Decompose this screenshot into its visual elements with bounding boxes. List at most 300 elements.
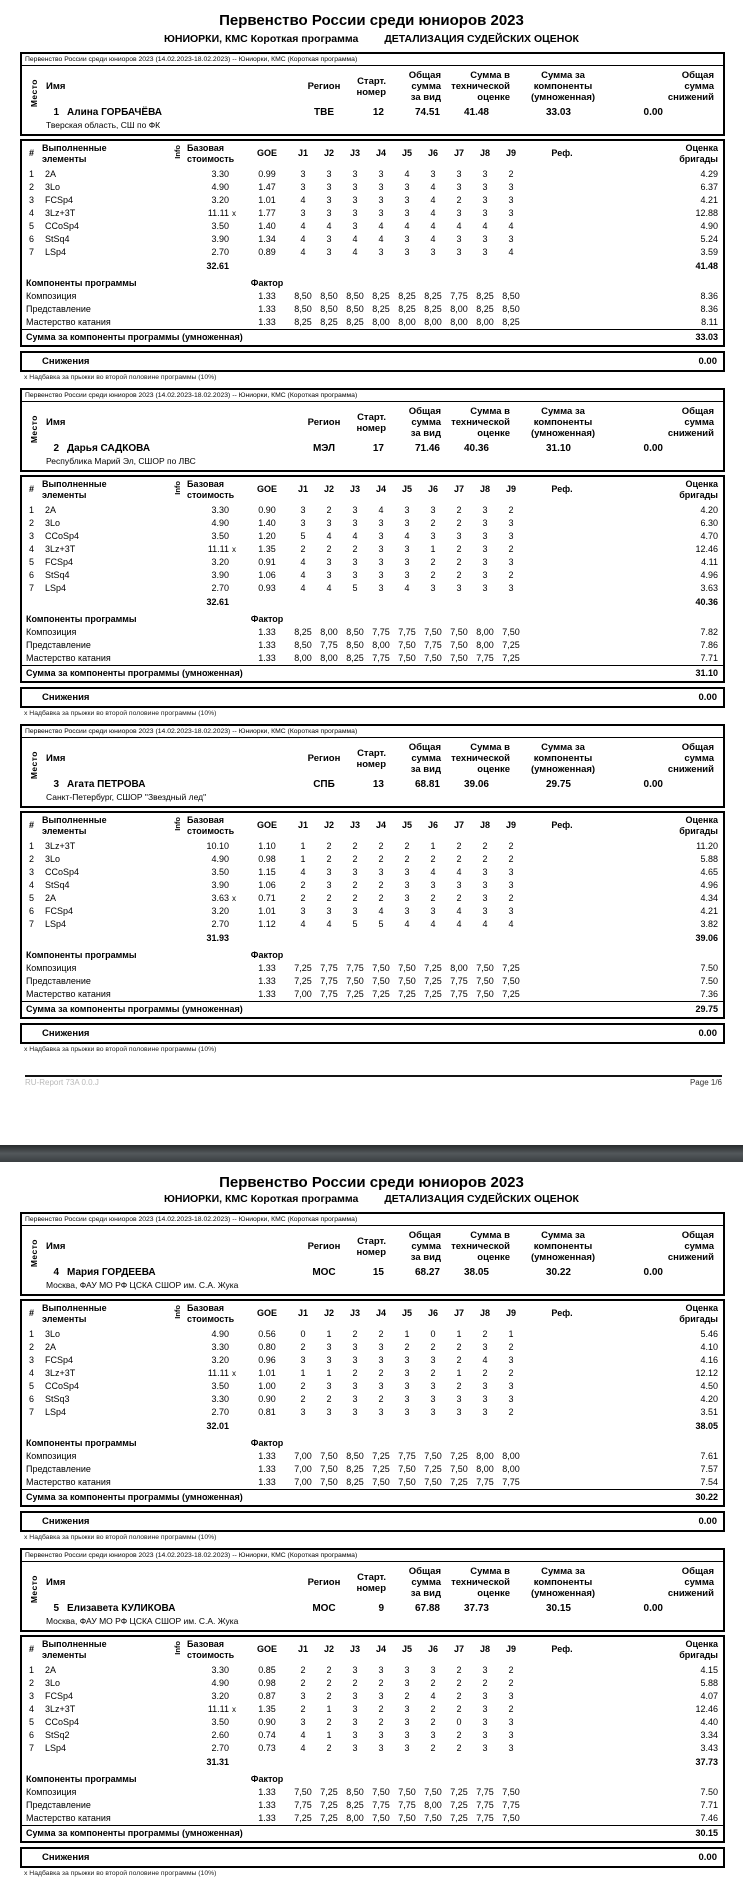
judge-goe-score: 2 xyxy=(508,1368,514,1378)
element-row xyxy=(21,1703,724,1716)
col-total-score-label: Общая сумма за вид xyxy=(408,1566,441,1599)
skater-name-row xyxy=(46,439,301,455)
subtitle-detail: ДЕТАЛИЗАЦИЯ СУДЕЙСКИХ ОЦЕНОК xyxy=(384,33,579,45)
judge-goe-score: 3 xyxy=(404,195,410,205)
skater-place: 5 xyxy=(53,1603,59,1614)
elements-total-row xyxy=(21,1755,724,1769)
judge-goe-score: 3 xyxy=(352,570,358,580)
element-name: 3Lo xyxy=(45,854,61,864)
element-row xyxy=(21,1354,724,1367)
judge-goe-score: 1 xyxy=(404,1329,410,1339)
judge-goe-score: 2 xyxy=(326,893,332,903)
component-factor: 1.33 xyxy=(258,304,276,314)
judge-goe-score: 2 xyxy=(326,854,332,864)
col-panel-score-label: Оценка бригады xyxy=(679,479,718,500)
col-judge-label: J7 xyxy=(454,820,465,831)
elements-table xyxy=(20,139,725,347)
components-header-row xyxy=(21,945,724,962)
judge-component-score: 7,75 xyxy=(346,963,364,973)
judge-component-score: 8,00 xyxy=(502,1464,520,1474)
elements-table xyxy=(20,1635,725,1843)
col-goe-label: GOE xyxy=(257,148,278,159)
bonus-x-marker: x xyxy=(232,545,236,554)
judge-goe-score: 3 xyxy=(326,208,332,218)
judge-goe-score: 3 xyxy=(352,906,358,916)
component-factor: 1.33 xyxy=(258,291,276,301)
ref-cell xyxy=(524,840,600,853)
judge-goe-score: 3 xyxy=(404,893,410,903)
judge-goe-score: 2 xyxy=(508,1678,514,1688)
component-row xyxy=(21,1786,724,1799)
col-executed-elements-label: Выполненные элементы xyxy=(42,815,107,836)
element-base-value: 2.70 xyxy=(211,583,229,593)
judge-goe-score: 3 xyxy=(404,880,410,890)
skater-region: МОС xyxy=(312,1603,336,1614)
judge-goe-score: 1 xyxy=(300,854,306,864)
skater-protocol xyxy=(0,724,743,1053)
element-name: 3Lz+3T xyxy=(45,841,76,851)
bonus-x-marker xyxy=(231,1380,244,1393)
element-info xyxy=(171,1742,186,1755)
element-row xyxy=(21,1328,724,1341)
col-judge-label: J7 xyxy=(454,1644,465,1655)
bonus-x-marker xyxy=(231,168,244,181)
judge-component-score: 8,50 xyxy=(320,304,338,314)
element-panel-score: 4.65 xyxy=(700,867,718,877)
judge-goe-score: 2 xyxy=(378,841,384,851)
judge-component-score: 7,50 xyxy=(398,1813,416,1823)
ref-cell xyxy=(524,556,600,569)
deductions-strip xyxy=(20,1847,725,1868)
element-name: 2A xyxy=(45,505,57,515)
component-row xyxy=(21,975,724,988)
element-goe: 1.01 xyxy=(258,906,276,916)
element-name: 3Lz+3T xyxy=(45,544,76,554)
judge-goe-score: 3 xyxy=(352,1717,358,1727)
col-judge-label: J2 xyxy=(324,1308,335,1319)
judge-goe-score: 3 xyxy=(482,518,488,528)
judge-goe-score: 3 xyxy=(352,518,358,528)
components-sum-row xyxy=(21,1826,724,1843)
components-sum-label: Сумма за компоненты программы (умноженная) xyxy=(21,1490,600,1507)
judge-goe-score: 2 xyxy=(456,893,462,903)
judge-goe-score: 2 xyxy=(300,1704,306,1714)
skater-name: Мария ГОРДЕЕВА xyxy=(67,1267,156,1278)
judge-goe-score: 3 xyxy=(404,570,410,580)
judge-goe-score: 3 xyxy=(482,570,488,580)
judge-component-score: 7,75 xyxy=(398,1451,416,1461)
element-goe: 1.47 xyxy=(258,182,276,192)
components-header-row xyxy=(21,609,724,626)
judge-goe-score: 3 xyxy=(430,1730,436,1740)
element-panel-score: 6.30 xyxy=(700,518,718,528)
judge-goe-score: 3 xyxy=(482,169,488,179)
judge-component-score: 8,00 xyxy=(424,317,442,327)
element-panel-score: 4.15 xyxy=(700,1665,718,1675)
component-panel-score: 7.50 xyxy=(700,976,718,986)
element-base-value: 11.11 xyxy=(207,544,229,554)
bonus-x-marker xyxy=(231,918,244,931)
judge-goe-score: 2 xyxy=(378,854,384,864)
program-components-label: Компоненты программы xyxy=(26,278,137,288)
factor-label: Фактор xyxy=(250,950,284,960)
element-row xyxy=(21,194,724,207)
bonus-x-marker xyxy=(231,1341,244,1354)
judge-goe-score: 4 xyxy=(456,867,462,877)
col-judge-label: J5 xyxy=(402,1644,413,1655)
judge-goe-score: 5 xyxy=(378,919,384,929)
judge-goe-score: 3 xyxy=(352,169,358,179)
judge-component-score: 7,75 xyxy=(320,963,338,973)
element-name: CCoSp4 xyxy=(45,1381,80,1391)
component-panel-score: 7.86 xyxy=(700,640,718,650)
judge-goe-score: 3 xyxy=(300,1407,306,1417)
element-row xyxy=(21,1716,724,1729)
judge-component-score: 7,25 xyxy=(450,1477,468,1487)
component-row xyxy=(21,626,724,639)
element-name: 3Lz+3T xyxy=(45,1368,76,1378)
col-technical-score-label: Сумма в технической оценке xyxy=(451,1566,510,1599)
judge-goe-score: 2 xyxy=(430,854,436,864)
col-judge-label: J4 xyxy=(376,1644,387,1655)
element-number: 6 xyxy=(28,1730,34,1740)
col-judge-label: J4 xyxy=(376,820,387,831)
judge-component-score: 8,00 xyxy=(398,317,416,327)
judge-component-score: 7,50 xyxy=(346,976,364,986)
skater-club: Москва, ФАУ МО РФ ЦСКА СШОР им. С.А. Жука xyxy=(46,1616,239,1626)
element-name: LSp4 xyxy=(45,583,67,593)
components-sum-row xyxy=(21,330,724,347)
judge-goe-score: 3 xyxy=(352,1355,358,1365)
col-info-label: Info xyxy=(173,1305,183,1320)
element-goe: 0.73 xyxy=(258,1743,276,1753)
element-panel-score: 4.21 xyxy=(700,195,718,205)
element-row xyxy=(21,918,724,931)
result-summary-grid xyxy=(22,738,723,806)
judge-goe-score: 3 xyxy=(352,505,358,515)
element-number: 1 xyxy=(28,505,34,515)
col-panel-score-label: Оценка бригады xyxy=(679,1303,718,1324)
judge-goe-score: 3 xyxy=(508,234,514,244)
judge-component-score: 7,75 xyxy=(372,627,390,637)
judge-component-score: 8,00 xyxy=(476,640,494,650)
col-info-label: Info xyxy=(173,481,183,496)
col-components-score-label: Сумма за компоненты (умноженная) xyxy=(530,1230,596,1263)
judge-component-score: 8,25 xyxy=(346,653,364,663)
element-name: CCoSp4 xyxy=(45,531,80,541)
ref-cell xyxy=(524,530,600,543)
component-row xyxy=(21,1812,724,1826)
bonus-x-marker xyxy=(231,853,244,866)
judge-goe-score: 0 xyxy=(300,1329,306,1339)
bonus-footnote: x Надбавка за прыжки во второй половине программы (10%) xyxy=(24,374,217,381)
judge-goe-score: 3 xyxy=(482,1381,488,1391)
judge-goe-score: 1 xyxy=(326,1704,332,1714)
components-score-value: 30.22 xyxy=(545,1267,571,1278)
col-judge-label: J6 xyxy=(428,484,439,495)
skater-region: МОС xyxy=(312,1267,336,1278)
judge-goe-score: 0 xyxy=(430,1329,436,1339)
element-panel-score: 4.96 xyxy=(700,880,718,890)
col-technical-score-label: Сумма в технической оценке xyxy=(451,406,510,439)
ref-cell xyxy=(524,1476,600,1490)
judge-goe-score: 3 xyxy=(456,1407,462,1417)
element-row xyxy=(21,181,724,194)
judge-goe-score: 2 xyxy=(430,1743,436,1753)
element-goe: 0.71 xyxy=(258,893,276,903)
element-row xyxy=(21,556,724,569)
judge-goe-score: 1 xyxy=(326,1368,332,1378)
bonus-x-marker xyxy=(231,569,244,582)
judge-goe-score: 3 xyxy=(404,234,410,244)
element-info xyxy=(171,1677,186,1690)
judge-component-score: 8,25 xyxy=(346,1477,364,1487)
components-sum-row xyxy=(21,666,724,683)
judge-goe-score: 2 xyxy=(300,1665,306,1675)
program-components-label: Компоненты программы xyxy=(26,1774,137,1784)
judge-goe-score: 3 xyxy=(326,867,332,877)
col-place-label: Место xyxy=(29,1575,39,1604)
judge-goe-score: 3 xyxy=(482,1717,488,1727)
elements-header-row xyxy=(21,476,724,504)
col-deductions-label: Общая сумма снижений xyxy=(667,70,714,103)
component-name: Композиция xyxy=(26,291,77,301)
program-components-label: Компоненты программы xyxy=(26,950,137,960)
col-judge-label: J9 xyxy=(506,148,517,159)
judge-goe-score: 3 xyxy=(482,247,488,257)
deductions-total: 0.00 xyxy=(698,1516,717,1527)
element-number: 5 xyxy=(28,1717,34,1727)
judge-goe-score: 3 xyxy=(378,195,384,205)
col-judge-label: J5 xyxy=(402,1308,413,1319)
skater-region: СПБ xyxy=(313,779,335,790)
skater-name-row xyxy=(46,1263,301,1279)
element-goe: 1.15 xyxy=(258,867,276,877)
bonus-x-marker xyxy=(231,220,244,233)
element-name: LSp4 xyxy=(45,919,67,929)
bonus-x-marker xyxy=(231,1328,244,1341)
judge-goe-score: 3 xyxy=(508,906,514,916)
judge-goe-score: 3 xyxy=(404,518,410,528)
skater-protocol xyxy=(0,1548,743,1877)
judge-component-score: 7,50 xyxy=(476,989,494,999)
col-info-label: Info xyxy=(173,1641,183,1656)
col-ref-label: Реф. xyxy=(551,148,573,159)
element-panel-score: 3.82 xyxy=(700,919,718,929)
component-panel-score: 7.61 xyxy=(700,1451,718,1461)
ref-cell xyxy=(524,1786,600,1799)
judge-component-score: 7,75 xyxy=(424,640,442,650)
judge-goe-score: 3 xyxy=(378,557,384,567)
segment-meta-line: Первенство России среди юниоров 2023 (14.02.2023-18.02.2023) -- Юниорки, КМС (Короткая программа) xyxy=(22,726,723,738)
element-number: 1 xyxy=(28,1329,34,1339)
element-panel-score: 3.43 xyxy=(700,1743,718,1753)
judge-goe-score: 3 xyxy=(404,1665,410,1675)
skater-name-row xyxy=(46,103,301,119)
judge-goe-score: 2 xyxy=(326,1678,332,1688)
element-base-value: 3.50 xyxy=(211,1717,229,1727)
judge-goe-score: 2 xyxy=(326,1743,332,1753)
col-region-label: Регион xyxy=(307,753,341,764)
judge-goe-score: 5 xyxy=(352,919,358,929)
bonus-footnote: x Надбавка за прыжки во второй половине программы (10%) xyxy=(24,710,217,717)
judge-goe-score: 2 xyxy=(508,1342,514,1352)
total-score-value: 67.88 xyxy=(414,1603,440,1614)
judge-goe-score: 3 xyxy=(352,1743,358,1753)
components-sum-value: 31.10 xyxy=(600,666,724,683)
judge-goe-score: 4 xyxy=(300,221,306,231)
judge-goe-score: 2 xyxy=(404,841,410,851)
judge-goe-score: 2 xyxy=(456,570,462,580)
judge-component-score: 7,50 xyxy=(476,976,494,986)
col-info-label: Info xyxy=(173,145,183,160)
judge-component-score: 7,25 xyxy=(424,989,442,999)
component-panel-score: 7.57 xyxy=(700,1464,718,1474)
judge-goe-score: 2 xyxy=(404,1691,410,1701)
element-panel-score: 4.11 xyxy=(701,557,718,567)
judge-component-score: 7,50 xyxy=(372,1787,390,1797)
element-panel-score: 4.21 xyxy=(700,906,718,916)
deductions-total: 0.00 xyxy=(698,1852,717,1863)
bonus-x-marker xyxy=(231,530,244,543)
component-panel-score: 7.50 xyxy=(700,1787,718,1797)
element-info xyxy=(171,840,186,853)
col-judge-label: J5 xyxy=(402,148,413,159)
deductions-label: Снижения xyxy=(42,692,90,703)
element-base-value: 3.63 xyxy=(211,893,229,903)
element-panel-score: 4.34 xyxy=(700,893,718,903)
judge-goe-score: 2 xyxy=(456,1678,462,1688)
element-base-value: 2.70 xyxy=(211,1743,229,1753)
element-number: 2 xyxy=(28,182,34,192)
ref-cell xyxy=(524,316,600,330)
judge-component-score: 7,75 xyxy=(294,1800,312,1810)
ref-cell xyxy=(524,1716,600,1729)
judge-goe-score: 3 xyxy=(326,247,332,257)
judge-component-score: 7,25 xyxy=(398,989,416,999)
skater-region: ТВЕ xyxy=(314,107,334,118)
judge-goe-score: 3 xyxy=(482,208,488,218)
ref-cell xyxy=(524,639,600,652)
judge-goe-score: 2 xyxy=(300,1342,306,1352)
component-row xyxy=(21,316,724,330)
element-name: 2A xyxy=(45,893,57,903)
ref-cell xyxy=(524,517,600,530)
page-number: Page 1/6 xyxy=(689,1078,722,1087)
judge-goe-score: 3 xyxy=(456,531,462,541)
judge-goe-score: 2 xyxy=(300,1381,306,1391)
col-judge-label: J8 xyxy=(480,820,491,831)
judge-goe-score: 4 xyxy=(430,1691,436,1701)
element-panel-score: 5.24 xyxy=(700,234,718,244)
components-header-row xyxy=(21,1433,724,1450)
judge-component-score: 8,00 xyxy=(346,1813,364,1823)
judge-goe-score: 3 xyxy=(430,531,436,541)
judge-goe-score: 4 xyxy=(378,906,384,916)
col-judge-label: J2 xyxy=(324,820,335,831)
element-row xyxy=(21,168,724,181)
col-name-label: Имя xyxy=(46,1241,66,1252)
bonus-x-marker xyxy=(231,517,244,530)
judge-component-score: 8,00 xyxy=(424,1800,442,1810)
col-judge-label: J6 xyxy=(428,1308,439,1319)
col-num-label: # xyxy=(28,484,34,495)
element-row xyxy=(21,233,724,246)
judge-goe-score: 3 xyxy=(352,182,358,192)
bonus-x-marker xyxy=(231,556,244,569)
judge-component-score: 7,75 xyxy=(502,1477,520,1487)
skater-name: Алина ГОРБАЧЁВА xyxy=(67,107,163,118)
element-number: 7 xyxy=(28,1407,34,1417)
judge-goe-score: 3 xyxy=(456,880,462,890)
judge-goe-score: 3 xyxy=(430,1355,436,1365)
judge-goe-score: 3 xyxy=(508,208,514,218)
ref-cell xyxy=(524,233,600,246)
judge-goe-score: 4 xyxy=(482,919,488,929)
bonus-x-marker xyxy=(231,866,244,879)
start-number-value: 13 xyxy=(372,779,384,790)
judge-goe-score: 2 xyxy=(378,1704,384,1714)
component-panel-score: 7.54 xyxy=(700,1477,718,1487)
element-info xyxy=(171,194,186,207)
element-name: CCoSp4 xyxy=(45,867,80,877)
judge-goe-score: 1 xyxy=(326,1329,332,1339)
judge-goe-score: 0 xyxy=(456,1717,462,1727)
element-base-value: 4.90 xyxy=(211,518,229,528)
judge-goe-score: 2 xyxy=(482,841,488,851)
judge-goe-score: 3 xyxy=(482,1730,488,1740)
judge-goe-score: 4 xyxy=(300,1743,306,1753)
element-panel-score: 4.40 xyxy=(700,1717,718,1727)
judge-component-score: 8,50 xyxy=(346,627,364,637)
component-factor: 1.33 xyxy=(258,1451,276,1461)
element-number: 6 xyxy=(28,570,34,580)
judge-component-score: 7,25 xyxy=(424,1464,442,1474)
technical-total: 37.73 xyxy=(695,1757,718,1767)
judge-component-score: 7,00 xyxy=(294,989,312,999)
judge-goe-score: 2 xyxy=(430,1678,436,1688)
col-judge-label: J1 xyxy=(298,1308,309,1319)
judge-component-score: 8,50 xyxy=(502,291,520,301)
element-info xyxy=(171,220,186,233)
judge-goe-score: 3 xyxy=(482,1691,488,1701)
elements-total-row xyxy=(21,259,724,273)
subtitle-detail: ДЕТАЛИЗАЦИЯ СУДЕЙСКИХ ОЦЕНОК xyxy=(384,1193,579,1205)
element-number: 4 xyxy=(28,544,34,554)
element-goe: 1.00 xyxy=(258,1381,276,1391)
judge-goe-score: 4 xyxy=(378,234,384,244)
element-number: 6 xyxy=(28,234,34,244)
judge-component-score: 8,25 xyxy=(294,627,312,637)
judge-goe-score: 3 xyxy=(430,505,436,515)
col-deductions-label: Общая сумма снижений xyxy=(667,1230,714,1263)
judge-goe-score: 2 xyxy=(378,880,384,890)
element-panel-score: 11.20 xyxy=(696,841,718,851)
deductions-value: 0.00 xyxy=(643,1603,663,1614)
bonus-x-marker xyxy=(231,1716,244,1729)
element-number: 3 xyxy=(28,867,34,877)
component-name: Композиция xyxy=(26,1787,77,1797)
skater-protocol xyxy=(0,1212,743,1541)
element-info xyxy=(171,1367,186,1380)
result-summary-block xyxy=(20,724,725,808)
technical-score-value: 37.73 xyxy=(463,1603,489,1614)
judge-goe-score: 3 xyxy=(456,182,462,192)
bonus-x-marker xyxy=(231,905,244,918)
col-goe-label: GOE xyxy=(257,1308,278,1319)
element-base-value: 3.50 xyxy=(211,531,229,541)
judge-component-score: 7,50 xyxy=(398,653,416,663)
